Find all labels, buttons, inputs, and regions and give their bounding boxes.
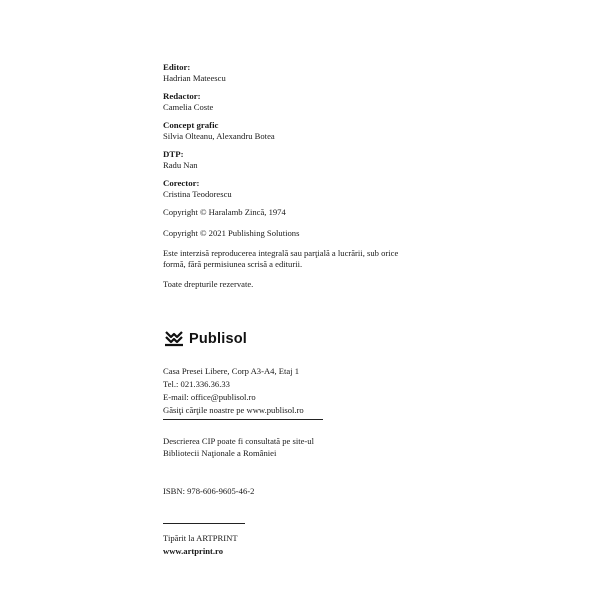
credit-role: Corector: [163,178,200,188]
credit-role: Editor: [163,62,191,72]
credit-concept [163,120,423,141]
address-phone: Tel.: 021.336.36.33 [163,379,230,389]
credit-name: Radu Nan [163,159,198,170]
logo-text: Publisol [189,331,247,347]
publisher-logo [163,330,247,348]
credit-corector [163,178,423,199]
printer-label: Tipărit la ARTPRINT [163,533,238,543]
credit-redactor [163,91,423,112]
rights-reserved: Toate drepturile rezervate. [163,279,254,289]
credit-role: Concept grafic [163,120,219,130]
address-web: Găsiţi cărţile noastre pe www.publisol.ro [163,405,304,415]
address-street: Casa Presei Libere, Corp A3-A4, Etaj 1 [163,366,300,376]
copyright-publisher: Copyright © 2021 Publishing Solutions [163,227,300,238]
address-email: E-mail: office@publisol.ro [163,392,256,402]
credit-name: Camelia Coste [163,101,214,112]
imprint-block [163,62,423,290]
credit-name: Silvia Olteanu, Alexandru Botea [163,130,275,141]
credit-name: Hadrian Mateescu [163,72,226,83]
copyright-author: Copyright © Haralamb Zincă, 1974 [163,207,286,217]
publisol-logo-icon [163,330,185,348]
divider [163,419,323,420]
isbn: ISBN: 978-606-9605-46-2 [163,486,255,496]
divider [163,523,245,524]
publisher-address [163,365,304,417]
credit-role: DTP: [163,149,184,159]
printer-info [163,532,238,557]
credit-editor [163,62,423,83]
cip-line: Bibliotecii Naţionale a României [163,447,277,458]
printer-url: www.artprint.ro [163,545,223,556]
credit-role: Redactor: [163,91,201,101]
cip-line: Descrierea CIP poate fi consultată pe site-ul [163,436,314,446]
credit-dtp [163,149,423,170]
cip-description [163,436,314,459]
credit-name: Cristina Teodorescu [163,188,232,199]
reproduction-notice: Este interzisă reproducerea integrală sau parţială a lucrării, sub orice formă, fără permisiunea scrisă a editurii. [163,248,399,269]
